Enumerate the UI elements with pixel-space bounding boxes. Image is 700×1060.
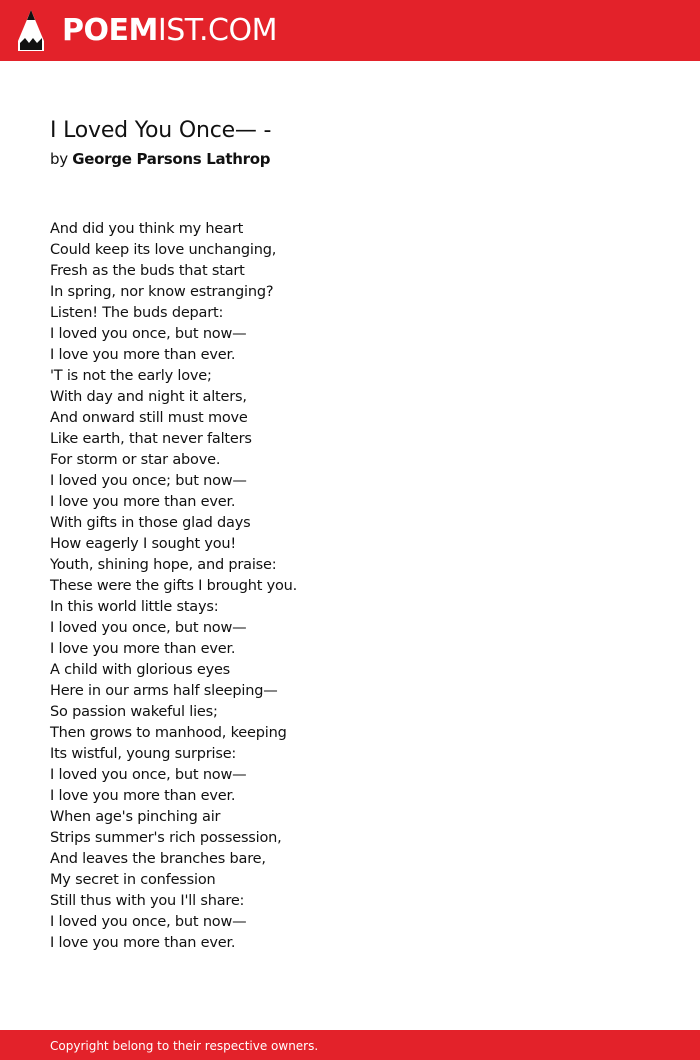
poem-line: I loved you once, but now— bbox=[50, 326, 247, 342]
poem-line: When age's pinching air bbox=[50, 809, 221, 825]
poem-line: I loved you once, but now— bbox=[50, 914, 247, 930]
poem-line: So passion wakeful lies; bbox=[50, 704, 218, 720]
poem-line: For storm or star above. bbox=[50, 452, 221, 468]
author-name: George Parsons Lathrop bbox=[72, 150, 271, 168]
poem-line: I loved you once, but now— bbox=[50, 767, 247, 783]
poem-line: Fresh as the buds that start bbox=[50, 263, 245, 279]
poem-line: Could keep its love unchanging, bbox=[50, 242, 277, 258]
poem-line: And did you think my heart bbox=[50, 221, 244, 237]
poem-line: Like earth, that never falters bbox=[50, 431, 252, 447]
pencil-icon[interactable] bbox=[16, 9, 46, 53]
byline bbox=[50, 148, 270, 170]
poem-line: Here in our arms half sleeping— bbox=[50, 683, 278, 699]
logo-text-light: IST.COM bbox=[157, 13, 277, 48]
poem-line: Strips summer's rich possession, bbox=[50, 830, 282, 846]
poem-line: In this world little stays: bbox=[50, 599, 219, 615]
poem-title: I Loved You Once— - bbox=[50, 118, 272, 143]
poem-line: I love you more than ever. bbox=[50, 494, 236, 510]
poem-line: Then grows to manhood, keeping bbox=[50, 725, 287, 741]
site-logo[interactable] bbox=[62, 11, 277, 51]
by-label: by bbox=[50, 150, 68, 168]
poem-line: I love you more than ever. bbox=[50, 641, 236, 657]
poem-line: I loved you once, but now— bbox=[50, 620, 247, 636]
poem-line: How eagerly I sought you! bbox=[50, 536, 236, 552]
poem-line: These were the gifts I brought you. bbox=[50, 578, 298, 594]
poem-line: Youth, shining hope, and praise: bbox=[50, 557, 277, 573]
poem-line: I love you more than ever. bbox=[50, 935, 236, 951]
poem-line: With gifts in those glad days bbox=[50, 515, 251, 531]
poem-line: And leaves the branches bare, bbox=[50, 851, 266, 867]
site-header bbox=[0, 0, 700, 61]
poem-line: And onward still must move bbox=[50, 410, 248, 426]
poem-line: I love you more than ever. bbox=[50, 788, 236, 804]
poem-line: I loved you once; but now— bbox=[50, 473, 247, 489]
poem-line: In spring, nor know estranging? bbox=[50, 284, 274, 300]
poem-line: Its wistful, young surprise: bbox=[50, 746, 237, 762]
site-footer bbox=[0, 1030, 700, 1060]
copyright-text: Copyright belong to their respective owners. bbox=[50, 1039, 319, 1053]
logo-text-bold: POEM bbox=[62, 13, 158, 48]
poem-line: A child with glorious eyes bbox=[50, 662, 231, 678]
poem-line: 'T is not the early love; bbox=[50, 368, 212, 384]
poem-line: My secret in confession bbox=[50, 872, 216, 888]
poem-line: Listen! The buds depart: bbox=[50, 305, 224, 321]
poem-line: Still thus with you I'll share: bbox=[50, 893, 245, 909]
poem-line: With day and night it alters, bbox=[50, 389, 247, 405]
poem-line: I love you more than ever. bbox=[50, 347, 236, 363]
poem-body bbox=[50, 219, 297, 954]
